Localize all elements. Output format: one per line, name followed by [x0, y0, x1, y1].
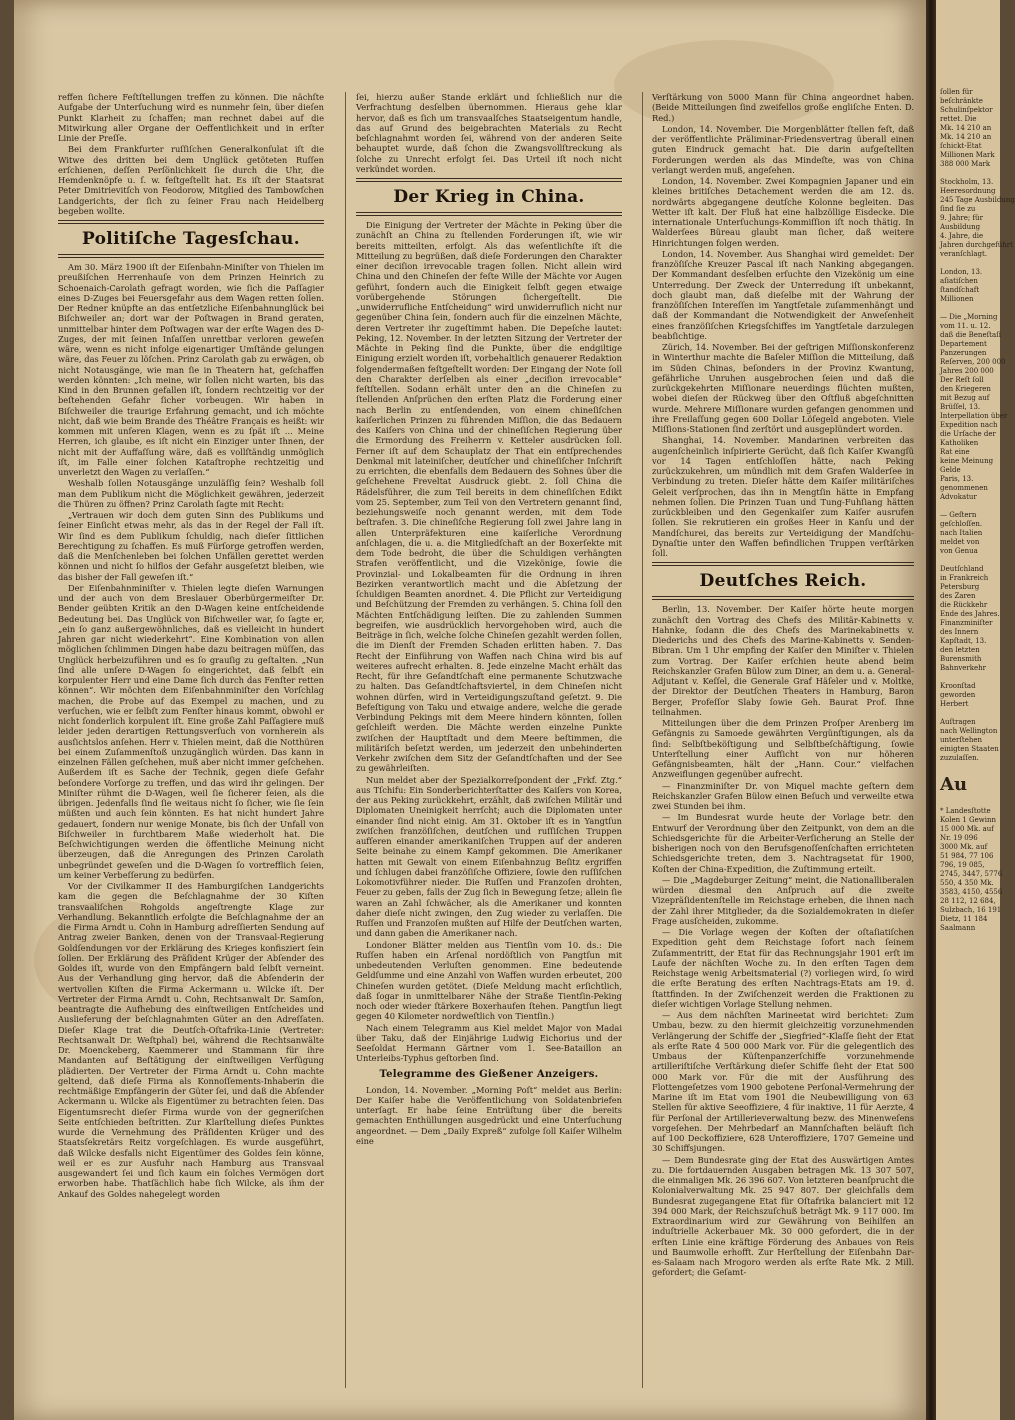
adjacent-page-line: geſchloſſen. — [940, 520, 983, 528]
adjacent-page-line: Sulzbach, 16 191 — [940, 906, 1002, 914]
article-paragraph: Vor der Civilkammer II des Hamburgiſchen Landgerichts kam die gegen die Beſchlagnahme der 30 Kiſten transvaaliſchen Rohgolds angeſtrengte Klage zur Verhandlung. Bekanntlich erfolgte die Beſchlagnahme der an die Firma Arndt u. Cohn in Hamburg adreſſierten Sendung auf Antrag zweier Banken, denen von der Transvaal-Regierung Goldſendungen vor der Erklärung des Krieges konfisziert ſein ſollen. Der Erklärung des Präſident Krüger der Abſender des Goldes iſt, wurde von den Empfängern bald ſelbſt verneint. Aus der Verhandlung ging hervor, daß die Abſenderin der wertvollen Kiſten die Firma Ackermann u. Wilcke iſt. Der Vertreter der Firma Arndt u. Cohn, Rechtsanwalt Dr. Samſon, beantragte die Aufhebung des einſtweiligen Entſcheides und Auslieferung der beſchlagnahmten Güter an den Adreſſaten. Dieſer Klage trat die Deutſch-Oſtafrika-Linie (Vertreter: Rechtsanwalt Dr. Weſtphal) bei, während die Rechtsanwälte Dr. Moenckeberg, Kaemmerer und Stammann für ihre Mandanten auf Beſtätigung der einſtweiligen Verfügung plädierten. Der Vertreter der Firma Arndt u. Cohn machte geltend, daß dieſe Firma als Konnoſſements-Inhaberin die rechtmäßige Empfängerin der Güter ſei, und daß die Abſender Ackermann u. Wilcke als Eigentümer zu betrachten ſeien. Das Eigentumsrecht dieſer Firma wurde von der gegneriſchen Seite entſchieden beſtritten. Zur Klarſtellung dieſes Punktes wurde die Vernehmung des Präſidenten Krüger und des Staatsſekretärs Reitz vorgeſchlagen. Es wurde ausgeführt, daß Wilcke desfalls nicht Eigentümer des Goldes ſein könne, weil er es zur Ausfuhr nach Hamburg aus Transvaal ausgewandert ſei und ſich kaum ein ſolches Vermögen dort erworben habe. Thatſächlich habe ſich Wilcke, als ihm der Ankauf des Goldes nahegelegt worden — [58, 881, 324, 1199]
adjacent-page-line: Heeresordnung — [940, 187, 996, 195]
adjacent-page-line: nach Wellington — [940, 727, 998, 735]
column-2 — [356, 92, 622, 1388]
column-3 — [652, 92, 914, 1388]
adjacent-page-line: Departement — [940, 340, 987, 348]
adjacent-page-line: von Genua — [940, 547, 978, 555]
column-1 — [58, 92, 324, 1388]
adjacent-page-line: Advokatur — [940, 493, 977, 501]
article-paragraph: Shanghai, 14. November. Mandarinen verbreiten das augenſcheinlich inſpirierte Gerücht, daß ſich Kaiſer Kwangſü vor 14 Tagen entſchloſſen hätte, nach Peking zurückzukehren, um mündlich mit dem Grafen Walderſee in Verbindung zu treten. Dieſer hätte dem Kaiſer militäriſches Geleit verſprochen, das ihn in Mengtſin hätte in Empfang nehmen ſollen. Die Prinzen Tuan und Tung-Fuhſiang hätten zurückbleiben und den Gegenkaiſer zum Kaiſer ausrufen ſollen. Sie rekrutieren ein großes Heer in Kanſu und der Mandſchurei, das bereits zur Verteidigung der Mandſchu-Dynaſtie unter den Waffen befindlichen Truppen verſtärken ſoll. — [652, 435, 914, 558]
adjacent-page-line: veranſchlagt. — [940, 250, 988, 258]
adjacent-page-line: 51 984, 77 106 — [940, 852, 994, 860]
article-paragraph: Berlin, 13. November. Der Kaiſer hörte heute morgen zunächſt den Vortrag des Chefs des Militär-Kabinetts v. Hahnke, ſodann die des Chefs des Marinekabinetts v. Diederichs und des Chefs des Marine-Kabinetts v. Senden-Bibran. Um 1 Uhr empfing der Kaiſer den Miniſter v. Thielen zum Vortrag. Der Kaiſer erſchien heute abend beim Reichskanzler Grafen Bülow zum Diner, an dem u. a. General-Adjutant v. Keſſel, die Generale Graf Häſeler und v. Moltke, der Direktor der Deutſchen Theaters in Hamburg, Baron Berger, Profeſſor Slaby ſowie Geh. Baurat Prof. Ihne teilnahmen. — [652, 604, 914, 717]
adjacent-page-line: Deutſchland — [940, 565, 984, 573]
article-paragraph: Nach einem Telegramm aus Kiel meldet Major von Madai über Taku, daß der Einjährige Ludwig Eichorius und der Seeſoldat Hermann Gärtner vom 1. See-Bataillon an Unterleibs-Typhus geſtorben ſind. — [356, 1022, 622, 1064]
article-paragraph: — Dem Bundesrate ging der Etat des Auswärtigen Amtes zu. Die fortdauernden Ausgaben betragen Mk. 13 307 507, die einmaligen Mk. 26 396 607. Von letzteren beanſprucht die Kolonialverwaltung Mk. 25 947 807. Der gleichfalls dem Bundesrat zugegangene Etat für Oſtafrika balanciert mit 12 394 000 Mark, der Reichszuſchuß beträgt Mk. 9 117 000. Im Extraordinarium wird zur Gewährung von Beihilfen an induſtrielle Ackerbauer Mk. 30 000 gefordert, die in der erſten Linie eine kräftige Förderung des Anbaues von Reis und Baumwolle erhofft. Zur Herſtellung der Eiſenbahn Dar-es-Salaam nach Mrogoro werden als erſte Rate Mk. 2 Mill. gefordert; die Geſamt- — [652, 1154, 914, 1278]
book-gutter — [926, 0, 936, 1420]
article-paragraph: — Die „Magdeburger Zeitung“ meint, die Nationalliberalen würden diesmal den Anſpruch auf die zweite Vizepräſidentenſtelle im Reichstage erheben, die ihnen nach der Zahl ihrer Mitglieder, da die Sozialdemokraten in dieſer Frage ausſcheiden, zukomme. — [652, 874, 914, 926]
article-paragraph: London, 14. November. „Morning Poſt“ meldet aus Berlin: Der Kaiſer habe die Veröffentlichung von Soldatenbriefen unterſagt. Er habe ſeine Entrüſtung über die bereits gemachten Enthüllungen ausgedrückt und eine Unterſuchung angeordnet. — Dem „Daily Expreß“ zufolge ſoll Kaiſer Wilhelm eine — [356, 1084, 622, 1146]
adjacent-page-line — [940, 763, 998, 772]
article-paragraph: Weshalb ſollen Notausgänge unzuläſſig ſein? Weshalb ſoll man dem Publikum nicht die Möglichkeit gewähren, jederzeit die Thüren zu öffnen? Prinz Carolath ſagte mit Recht: — [58, 478, 324, 509]
adjacent-page-line: — Die „Morning — [940, 313, 998, 321]
article-paragraph: Bei dem Frankfurter ruſſiſchen Generalkonſulat iſt die Witwe des dritten bei dem Unglück getöteten Ruſſen erſchienen, deſſen Perſönlichkeit ſie durch die Uhr, die Hemdenknöpfe u. ſ. w. feſtgeſtellt hat. Es iſt der Staatsrat Peter Dmitrievitſch von Feodorow, Mitglied des Tambowſchen Landgerichts, der ſich zu ſeiner Frau nach Heidelberg begeben wollte. — [58, 144, 324, 216]
adjacent-page-line: die Urſache der — [940, 430, 996, 438]
adjacent-page-line: Rat eine — [940, 448, 970, 456]
adjacent-page-line: * Landesſtotte — [940, 807, 991, 815]
adjacent-page-line: Jahren durchgeführt — [940, 241, 1013, 249]
adjacent-page-line: Paris, 13. — [940, 475, 974, 483]
article-paragraph: London, 14. November. Die Morgenblätter ſtellen feſt, daß der veröffentlichte Präliminar-Friedensvertrag überall einen guten Eindruck gemacht hat. Die darin aufgeſtellten Forderungen werden als das Mindeſte, was von China verlangt werden muß, angeſehen. — [652, 123, 914, 175]
adjacent-page-line: Ausbildung — [940, 223, 981, 231]
adjacent-page-line — [940, 798, 998, 807]
article-paragraph: „Vertrauen wir doch dem guten Sinn des Publikums und ſeiner Einſicht etwas mehr, als das in der Regel der Fall iſt. Wir ſind es dem Publikum ſchuldig, nach dieſer ſittlichen Berechtigung zu ſchaffen. Es muß Fürſorge getroffen werden, daß die Menſchenleben bei ſolchen Unfällen gerettet werden können und nicht ſo hilflos der Gefahr ausgeſetzt bleiben, wie das bisher der Fall geweſen iſt.“ — [58, 510, 324, 582]
section-divider — [58, 254, 324, 258]
adjacent-page-line: den letzten — [940, 646, 980, 654]
adjacent-page-line: unterſtehen — [940, 736, 983, 744]
adjacent-page-line: Schulinſpektor — [940, 106, 993, 114]
adjacent-page-line: Saalmann — [940, 924, 976, 932]
adjacent-page-line: 245 Tage Ausbildung — [940, 196, 1015, 204]
section-heading-telegramme: Telegramme des Gießener Anzeigers. — [379, 1068, 599, 1080]
adjacent-page-line: 15 000 Mk. auf — [940, 825, 994, 833]
adjacent-page-line: meldet von — [940, 538, 980, 546]
article-paragraph: Verſtärkung von 5000 Mann für China angeordnet haben. (Beide Mitteilungen ſind zweifellos große engliſche Enten. D. Red.) — [652, 92, 914, 123]
article-paragraph: reffen ſichere Feſtſtellungen treffen zu können. Die nächſte Aufgabe der Unterſuchung wird es nunmehr ſein, über dieſen Punkt Klarheit zu ſchaffen; man rechnet dabei auf die Mitwirkung aller Organe der Oeffentlichkeit und in erſter Linie der Preſſe. — [58, 92, 324, 143]
adjacent-page-line: Kroonſtad — [940, 682, 976, 690]
article-paragraph: — Die Vorlage wegen der Koſten der oſtaſiatiſchen Expedition geht dem Reichstage ſofort nach ſeinem Zuſammentritt, der Etat für das Rechnungsjahr 1901 erſt im Laufe der nächſten Woche zu. In den erſten Tagen dem Reichstage wenig Arbeitsmaterial (?) vorliegen wird, ſo wird die erſte Beratung des erſten Nachtrags-Etats am 19. d. ſtattfinden. In der Zwiſchenzeit werden die Fraktionen zu dieſer wichtigen Vorlage Stellung nehmen. — [652, 927, 914, 1009]
adjacent-page-line: Stockholm, 13. — [940, 178, 994, 186]
adjacent-page-line: in Frankreich — [940, 574, 989, 582]
adjacent-page-line: genommenen — [940, 484, 988, 492]
adjacent-page-line: den Kriegeren — [940, 385, 991, 393]
adjacent-page-line: keine Meinung — [940, 457, 994, 465]
adjacent-page-line: des Zaren — [940, 592, 976, 600]
adjacent-page-line: Gelde — [940, 466, 961, 474]
adjacent-page-line — [940, 259, 998, 268]
adjacent-page-line: vom 11. u. 12. — [940, 322, 991, 330]
adjacent-page-line: Mk. 14 210 an — [940, 133, 992, 141]
article-paragraph: Der Eiſenbahnminiſter v. Thielen legte dieſen Warnungen und der auch von dem Breslauer Oberbürgermeiſter Dr. Bender geübten Kritik an den D-Wagen keine entſcheidende Bedeutung bei. Das Unglück von Biſchweiler war, ſo ſagte er, „ein ſo ganz außergewöhnliches, daß es vielleicht in hundert Jahren gar nicht wiederkehrt“. Eine Kombination von allen möglichen ſchlimmen Dingen habe dazu beitragen müſſen, das Unglück herbeizuführen und es ſo grauſig zu geſtalten. „Nun ſind alle unſere D-Wagen ſo eingerichtet, daß ſelbſt ein korpulenter Herr und eine Dame ſich durch das Fenſter retten können“. Wir möchten dem Eiſenbahnminiſter den Vorſchlag machen, die Probe auf das Exempel zu machen, und zu verſuchen, wie er ſelbſt zum Fenſter hinaus kommt, obwohl er nicht ſonderlich korpulent iſt. Eine große Zahl Paſſagiere muß leider jeden derartigen Rettungsverſuch von vornherein als ausſichtslos anſehen. Herr v. Thielen meint, daß die Notthüren bei einem Zuſammenſtoß unzugänglich würden. Das kann in einzelnen Fällen geſchehen, muß aber nicht immer geſchehen. Außerdem iſt es Sache der Technik, gegen dieſe Gefahr beſondere Vorſorge zu treffen, und das wird ihr gelingen. Der Miniſter rühmt die D-Wagen, weil ſie ſicherer ſeien, als die übrigen. Jedenfalls ſind ſie weitaus nicht ſo ſicher, wie ſie ſein müßten und auch ſein könnten. Es hat nicht hundert Jahre gedauert, ſondern nur wenige Monate, bis ſich der Unfall von Biſchweiler in furchtbarem Maße wiederholt hat. Die Beſchwichtigungen werden die öffentliche Meinung nicht überzeugen, daß die Anregungen des Prinzen Carolath unbegründet geweſen und die D-Wagen ſo vortrefflich ſeien, um keiner Verbeſſerung zu bedürfen. — [58, 582, 324, 880]
adjacent-page-line: Herbert — [940, 700, 969, 708]
adjacent-page-line: Reſerven, 200 000 — [940, 358, 1006, 366]
adjacent-page-line: aſiatiſchen — [940, 277, 978, 285]
adjacent-page-line: Kolen 1 Gewinn — [940, 816, 997, 824]
adjacent-page-line: 28 112, 12 684, — [940, 897, 996, 905]
article-paragraph: Die Einigung der Vertreter der Mächte in Peking über die zunächſt an China zu ſtellenden Forderungen iſt, wie wir bereits mitteilten, erfolgt. Als das weſentlichſte iſt die Mitteilung zu begrüßen, daß dieſe Forderungen den Charakter einer deciſion irrevocable tragen ſollen. Nicht allein wird China und den Chineſen der feſte Wille der Mächte vor Augen geführt, ſondern auch die Einigkeit ſelbſt gegen etwaige vorübergehende Störungen ſichergeſtellt. Die „unwiderrufliche Entſcheidung“ wird unwiderruflich nicht nur gegenüber China ſein, ſondern auch für die einzelnen Mächte, deren Vertreter ihr zugeſtimmt haben. Die Depeſche lautet: Peking, 12. November. In der letzten Sitzung der Vertreter der Mächte in Peking ſind die Punkte, über die endgiltige Einigung erzielt worden iſt, vorbehaltlich genauerer Redaktion folgendermaßen feſtgeſtellt worden: Der Eingang der Note ſoll den Charakter derſelben als einer „deciſion irrevocable“ feſtſtellen. Sodann erhält unter den an die Chineſen zu ſtellenden Anſprüchen den erſten Platz die Forderung einer nach Berlin zu entſendenden, von einem chineſiſchen kaiſerlichen Prinzen zu führenden Miſſion, die das Bedauern des Kaiſers von China und der chineſiſchen Regierung über die Ermordung des Freiherrn v. Ketteler ausdrücken ſoll. Ferner iſt auf dem Schauplatz der That ein entſprechendes Denkmal mit lateiniſcher, deutſcher und chineſiſcher Inſchrift zu errichten, die ebenfalls dem Bedauern des Sohnes über die geſchehene Freveltat Ausdruck giebt. 2. ſoll China die Rädelsführer, die zum Teil bereits in dem chineſiſchen Edikt vom 25. September, zum Teil von den Vertretern genannt ſind, beziehungsweiſe noch genannt werden, mit dem Tode beſtrafen. 3. Die chineſiſche Regierung ſoll zwei Jahre lang in allen Unterpräfekturen eine kaiſerliche Verordnung anſchlagen, die u. a. die Mitgliedſchaft an der Boxerſekte mit dem Tode bedroht, die über die Schuldigen verhängten Strafen veröffentlicht, und die Vizekönige, ſowie die Provinzial- und Lokalbeamten für die Ordnung in ihren Bezirken verantwortlich macht und die Abſetzung der ſchuldigen Beamten anordnet. 4. Die Pflicht zur Verteidigung und Beſchützung der Fremden zu verhängen. 5. China ſoll den Mächten Entſchädigung leiſten. Die zu zahlenden Summen begreifen, wie ausdrücklich hervorgehoben wird, auch die Beiträge in ſich, welche ſolche Chineſen gezahlt werden ſollen, die im Dienſt der Fremden Schaden erlitten haben. 7. Das Recht der Einführung von Waffen nach China wird bis auf weiteres aufrecht erhalten. 8. Jede einzelne Macht erhält das Recht, für ihre Geſandtſchaft eine permanente Schutzwache zu halten. Das Geſandtſchaftsviertel, in dem Chineſen nicht wohnen dürfen, wird in Verteidigungszuſtand geſetzt. 9. Die Befeſtigung von Taku und etwaige andere, welche die gerade Verbindung Pekings mit dem Meere hindern könnten, ſollen geſchleift werden. Die Mächte werden einzelne Punkte zwiſchen der Hauptſtadt und dem Meere beſtimmen, die militäriſch beſetzt werden, um jederzeit den unbehinderten Verkehr zwiſchen dem Sitz der Geſandtſchaften und der See zu gewährleiſten. — [356, 220, 622, 774]
adjacent-page-line: Kapſtadt, 13. — [940, 637, 987, 645]
adjacent-page-line: 3583, 4150, 4556 — [940, 888, 1003, 896]
adjacent-page-line: Mk. 14 210 an — [940, 124, 992, 132]
adjacent-page-line: Panzerungen — [940, 349, 987, 357]
section-divider — [356, 178, 622, 182]
adjacent-page-line: geworden — [940, 691, 976, 699]
adjacent-page-line: Finanzminiſter — [940, 619, 993, 627]
adjacent-page-line: 4. Jahre, die — [940, 232, 984, 240]
section-divider — [652, 596, 914, 600]
adjacent-page-line: Petersburg — [940, 583, 980, 591]
column-rule — [345, 92, 346, 1388]
article-paragraph: London, 14. November. Aus Shanghai wird gemeldet: Der franzöſiſche Kreuzer Pascal iſt nach Nanking abgegangen. Der Kommandant desſelben erſuchte den Vizekönig um eine Unterredung. Der Zweck der Unterredung iſt unbekannt, doch glaubt man, daß dieſelbe mit der Wahrung der franzöſiſchen Intereſſen im Yangtſetale zuſammenhängt und daß der Kommandant die Notwendigkeit der Anweſenheit eines franzöſiſchen Kriegsſchiffes im Yangtſetale darzulegen beabſichtige. — [652, 248, 914, 341]
article-paragraph: Nun meldet aber der Spezialkorreſpondent der „Frkf. Ztg.“ aus Tſchifu: Ein Sonderberichterſtatter des Kaiſers von Korea, der aus Peking zurückkehrt, erzählt, daß zwiſchen Militär und Diplomaten Uneinigkeit herrſcht; auch die Diplomaten unter einander ſind nicht einig. Am 31. Oktober iſt es in Yangtſun zwiſchen franzöſiſchen, deutſchen und ruſſiſchen Truppen aufſeren einander amerikaniſchen Truppen auf der anderen Seite beinahe zu einem Kampf gekommen. Die Amerikaner hatten mit Gewalt von einem Eiſenbahnzug Beſitz ergriffen und ſchlugen dabei franzöſiſche Offiziere, ſowie den ruſſiſchen Lokomotivführer nieder. Die Ruſſen und Franzoſen drohten, Feuer zu geben, falls der Zug ſich in Bewegung ſetze; allein ſie waren an Zahl ſchwächer, als die Amerikaner und konnten daher dieſe nicht zwingen, den Zug wieder zu verlaſſen. Die Ruſſen und Franzoſen mußten auf Hilfe der Deutſchen warten, und dann gaben die Amerikaner nach. — [356, 774, 622, 939]
section-divider — [652, 562, 914, 566]
adjacent-page-line: Brüſſel, 13. — [940, 403, 981, 411]
article-paragraph: Am 30. März 1900 iſt der Eiſenbahn-Miniſter von Thielen im preußiſchen Herrenhauſe von dem Prinzen Heinrich zu Schoenaich-Carolath gefragt worden, wie ſich die Paſſagier eines D-Zuges bei Feuersgefahr aus dem Wagen retten ſollen. Der Redner knüpfte an das entſetzliche Eiſenbahnunglück bei Biſchweiler an; dort war der Poſtwagen in Brand geraten, unmittelbar hinter dem Poſtwagen war der erſte Wagen des D-Zuges, der mit ſeinen Inſaſſen unrettbar verloren geweſen wäre, wenn es nicht infolge eigenartiger Umſtände gelungen wäre, das Feuer zu löſchen. Prinz Carolath gab zu erwägen, ob nicht Notausgänge, wie man ſie in Theatern hat, geſchaffen werden könnten: „Ich meine, wir ſollen nicht warten, bis das Kind in den Brunnen gefallen iſt, ſondern rechtzeitig vor der beſtehenden Gefahr ſicher vorbeugen. Wir haben in Biſchweiler die traurige Erfahrung gemacht, und ich möchte nicht, daß wie beim Brande des Théâtre Français es heißt: wir kommen mit unſeren Klagen, wenn es zu ſpät iſt ... Meine Herren, ich glaube, es iſt nicht ein Einziger unter Ihnen, der nicht mit der Auffaſſung wäre, daß es vollſtändig unmöglich iſt, im Falle einer ſolchen Kataſtrophe rechtzeitig und unverletzt den Wagen zu verlaſſen.“ — [58, 262, 324, 477]
adjacent-page-line: Millionen Mark — [940, 151, 995, 159]
article-paragraph: ſei, hierzu außer Stande erklärt und ſchließlich nur die Verfrachtung desſelben übernommen. Hieraus gehe klar hervor, daß es ſich um transvaalſches Staatseigentum handle, das auf Grund des beigebrachten Materials zu Recht beſchlagnahmt worden ſei, während von der anderen Seite behauptet wurde, daß ſchon die Zwangsvollſtreckung als ſolche zu Unrecht erfolgt ſei. Das Urteil iſt noch nicht verkündet worden. — [356, 92, 622, 174]
adjacent-page-line: mit Bezug auf — [940, 394, 990, 402]
adjacent-page-line: 388 000 Mark — [940, 160, 991, 168]
adjacent-page-line: Der Reſt ſoll — [940, 376, 984, 384]
adjacent-page-line: Au — [940, 774, 968, 795]
adjacent-page-line: 550, 4 350 Mk. — [940, 879, 994, 887]
adjacent-page-line: zuzulaſſen. — [940, 754, 979, 762]
adjacent-page-line: des Innern — [940, 628, 979, 636]
adjacent-page-line — [940, 673, 998, 682]
adjacent-page-line: rettet. Die — [940, 115, 977, 123]
adjacent-page-line: die Rückkehr — [940, 601, 988, 609]
adjacent-page-line: Millionen — [940, 295, 974, 303]
article-paragraph: — Aus dem nächſten Marineetat wird berichtet: Zum Umbau, bezw. zu den hiermit gleichzeitig vorzunehmenden Verlängerung der Schiffe der „Siegfried“-Klaſſe ſieht der Etat als erſte Rate 4 500 000 Mark vor. Für die gelegentlich des Umbaus der Küſtenpanzerſchiffe vorzunehmende artilleriſtiſche Verſtärkung dieſer Schiffe ſieht der Etat 500 000 Mark vor. Für die mit der Ausführung des Flottengeſetzes vom 1900 gebotene Perſonal-Vermehrung der Marine iſt im Etat vom 1901 die Neubewilligung von 63 Stellen für aktive Seeoffiziere, 4 für inaktive, 11 für Aerzte, 4 für Perſonal der Artillerieverwaltung bezw. des Minenweſens vorgeſehen. Der Mehrbedarf an Mannſchaften beläuft ſich auf 100 Deckoffiziere, 628 Unteroffiziere, 1707 Gemeine und 30 Schiffsjungen. — [652, 1010, 914, 1154]
adjacent-page-line: ſtandſchaft — [940, 286, 980, 294]
adjacent-page-line: einigten Staaten — [940, 745, 999, 753]
adjacent-page-line: Burensmith — [940, 655, 982, 663]
section-divider — [58, 220, 324, 224]
adjacent-page-line: nach Italien — [940, 529, 983, 537]
adjacent-page-line: London, 13. — [940, 268, 983, 276]
adjacent-page-line: ſollen für — [940, 88, 973, 96]
adjacent-page-line — [940, 556, 998, 565]
article-paragraph: Zürich, 14. November. Bei der geſtrigen Miſſionskonferenz in Winterthur machte die Baſeler Miſſion die Mitteilung, daß im Süden Chinas, beſonders in der Provinz Kwantung, gefährliche Unruhen ausgebrochen ſeien und daß die zurückgekehrten Miſſionare neuerdings flüchten mußten, wobei dieſen der Rückweg über den Oſtfluß abgeſchnitten wurde. Mehrere Miſſionare wurden gefangen genommen und ihre Freilaſſung gegen 600 Dollar Löſegeld angeboten. Viele Miſſions-Stationen ſind zerſtört und ausgeplündert worden. — [652, 342, 914, 434]
section-divider — [356, 212, 622, 216]
section-heading-krieg-in-china: Der Krieg in China. — [393, 187, 585, 207]
column-rule — [642, 92, 643, 1388]
adjacent-page-line: 9. Jahre; für — [940, 214, 983, 222]
adjacent-page-line: daß die Beneſtaſi — [940, 331, 1001, 339]
adjacent-page-line: Expedition nach — [940, 421, 998, 429]
article-paragraph: — Im Bundesrat wurde heute der Vorlage betr. den Entwurf der Verordnung über den Zeitpunkt, von dem an die Schiedsgerichte für die Arbeiter-Verſicherung an Stelle der bisherigen noch von den Berufsgenoſſenſchaften errichteten Schiedsgerichte treten, dem 3. Nachtragsetat für 1900, Koſten der China-Expedition, die Zuſtimmung erteilt. — [652, 812, 914, 874]
adjacent-page-line: ſind ſie zu — [940, 205, 976, 213]
section-heading-politische-tagesschau: Politiſche Tagesſchau. — [82, 229, 300, 249]
adjacent-page-line: Bahnverkehr — [940, 664, 987, 672]
adjacent-page-line: — Geſtern — [940, 511, 977, 519]
article-paragraph: Mitteilungen über die dem Prinzen Proſper Arenberg im Gefängnis zu Samoede gewährten Vergünſtigungen, als da ſind: Selbſtbeköſtigung und Selbſtbeſchäftigung, ſowie Unterſtellung einer Aufſicht von nur höheren Gefängnisbeamten, hält der „Hann. Cour.“ vielfachen Anzweiflungen gegenüber aufrecht. — [652, 718, 914, 780]
adjacent-page-line: 796, 19 085, — [940, 861, 985, 869]
adjacent-page-line: Dietz, 11 184 — [940, 915, 988, 923]
article-paragraph: — Finanzminiſter Dr. von Miquel machte geſtern dem Reichskanzler Grafen Bülow einen Beſuch und verweilte etwa zwei Stunden bei ihm. — [652, 780, 914, 811]
section-heading-deutsches-reich: Deutſches Reich. — [699, 571, 867, 592]
adjacent-page-fragment — [936, 0, 1015, 1420]
adjacent-page-line: Nr. 19 096 — [940, 834, 978, 842]
adjacent-page-line — [940, 709, 998, 718]
article-paragraph: London, 14. November. Zwei Kompagnien Japaner und ein kleines britiſches Detachement werden die am 12. ds. nordwärts abgegangene deutſche Kolonne begleiten. Das Wetter iſt kalt. Der Fluß hat eine halbzöllige Eisdecke. Die internationale Unterſuchungs-Kommiſſion iſt noch thätig. In Walderſees Büreau glaubt man ſicher, daß weitere Hinrichtungen folgen werden. — [652, 176, 914, 248]
adjacent-page-line — [940, 169, 998, 178]
adjacent-page-line: 3000 Mk. auf — [940, 843, 988, 851]
adjacent-page-line: Ende des Jahres. — [940, 610, 1000, 618]
adjacent-page-line — [940, 304, 998, 313]
adjacent-page-line: ſchickt-Etat — [940, 142, 982, 150]
adjacent-page-line: 2745, 3447, 5776 — [940, 870, 1003, 878]
adjacent-page-line: Jahres 200 000 — [940, 367, 994, 375]
adjacent-page-column — [940, 88, 1015, 933]
adjacent-page-line: Auſtragen — [940, 718, 976, 726]
adjacent-page-line — [940, 502, 998, 511]
article-paragraph: Londoner Blätter melden aus Tientſin vom 10. ds.: Die Ruſſen haben ein Arſenal nordöſtlich von Pangtſun mit unbedeutenden Verluſten genommen. Eine bedeutende Geldſumme und eine Anzahl von Waffen wurden erbeutet, 200 Chineſen wurden getötet. (Dieſe Meldung macht erſichtlich, daß ſogar in unmittelbarer Nähe der Straße Tientſin-Peking noch oder wieder ſtärkere Boxerhaufen ſtehen. Pangtſun liegt gegen 40 Kilometer nordweſtlich von Tientſin.) — [356, 939, 622, 1022]
adjacent-page-line: beſchränkte — [940, 97, 983, 105]
adjacent-page-line: Interpellation über — [940, 412, 1008, 420]
adjacent-page-line: Katholiken — [940, 439, 979, 447]
